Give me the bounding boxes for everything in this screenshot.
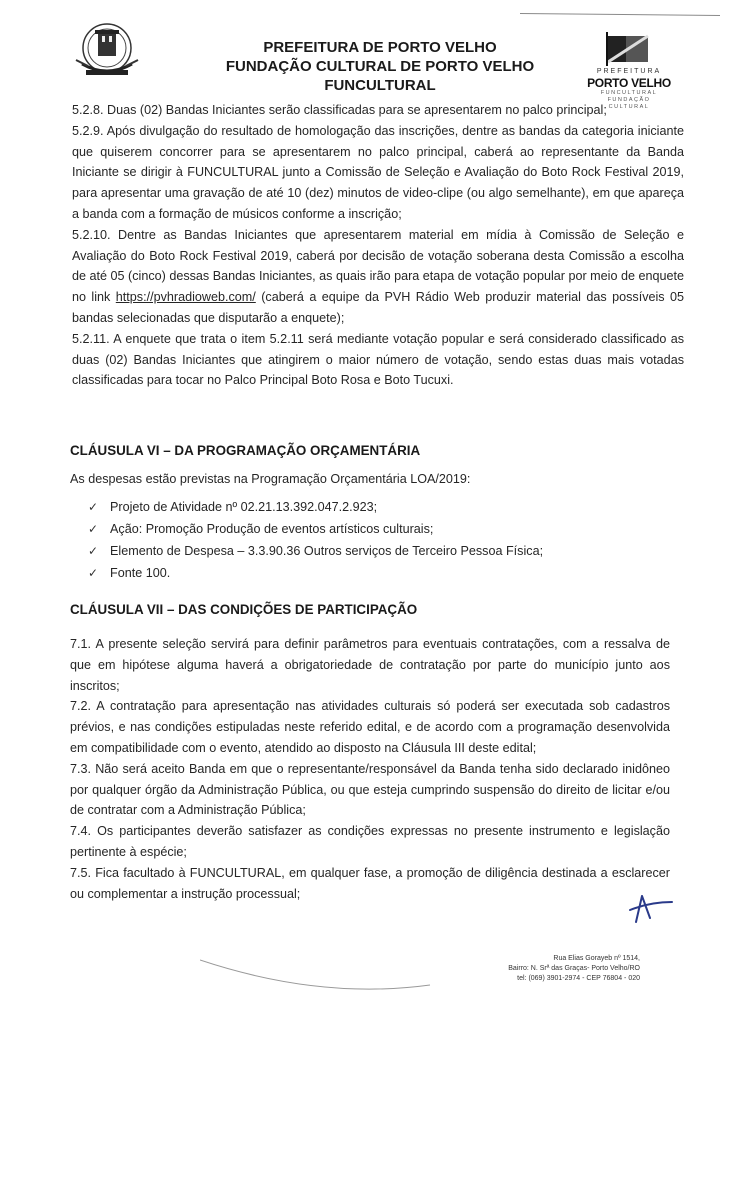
top-border-line xyxy=(520,13,720,16)
logo-fundacao-line: FUNDAÇÃO xyxy=(607,97,651,103)
pvh-radio-link[interactable]: https://pvhradioweb.com/ xyxy=(115,290,256,305)
paragraph-7-2: 7.2. A contratação para apresentação nas atividades culturais só poderá ser executada sob cadastros prévios, e nas condições estipuladas neste referido edital, e de acordo com a programação desenvolvida em compatibilidade com o evento, atendido ao disposto na Cláusula III deste edital; xyxy=(70,699,670,755)
document-header xyxy=(180,38,580,95)
budget-item-text: Elemento de Despesa – 3.3.90.36 Outros serviços de Terceiro Pessoa Física; xyxy=(110,544,544,558)
clause-7-heading: CLÁUSULA VII – DAS CONDIÇÕES DE PARTICIPAÇÃO xyxy=(70,602,418,617)
paragraph-5-2-10-continuation: (caberá a equipe da PVH Rádio Web produzir material das possíveis 05 bandas selecionadas que disputarão a enquete); xyxy=(72,290,685,325)
logo-prefeitura-text: PREFEITURA xyxy=(596,68,662,75)
prefeitura-porto-velho-logo xyxy=(586,30,672,110)
budget-item xyxy=(88,562,648,584)
footer-contact: tel: (069) 3901-2974 - CEP 76804 - 020 xyxy=(517,975,640,982)
checkmark-icon: ✓ xyxy=(88,500,99,514)
municipal-coat-of-arms-logo xyxy=(64,20,150,88)
flag-icon xyxy=(606,32,650,66)
logo-funcultural-line: FUNCULTURAL xyxy=(600,90,658,96)
paragraph-5-2-10-text: 5.2.10. Dentre as Bandas Iniciantes que apresentarem material em mídia à Comissão de Seleção e Avaliação do Boto Rock Festival 2019, caberá por decisão de votação soberana desta Comissão a escolha de até 05 (cinco) dessas Bandas Iniciantes, as quais irão para etapa de votação popular por meio de enquete no link xyxy=(72,227,684,305)
paragraph-5-2-11: 5.2.11. A enquete que trata o item 5.2.11 será mediante votação popular e será considerado classificado as duas (02) Bandas Iniciantes que atingirem o maior número de votação, sendo estas duas mais votadas classificadas para tocar no Palco Principal Boto Rosa e Boto Tucuxi. xyxy=(72,331,684,388)
footer-neighborhood: Bairro: N. Srª das Graças- Porto Velho/RO xyxy=(508,965,640,972)
checkmark-icon: ✓ xyxy=(88,544,99,558)
section-7-body xyxy=(70,634,670,904)
paragraph-7-1: 7.1. A presente seleção servirá para definir parâmetros para eventuais contratações, com a ressalva de que em hipótese alguma haverá a obrigatoriedade de contratação por parte do município junto aos inscritos; xyxy=(70,637,670,693)
budget-item xyxy=(88,540,648,562)
budget-item-text: Fonte 100. xyxy=(110,566,171,580)
clause-6-heading: CLÁUSULA VI – DA PROGRAMAÇÃO ORÇAMENTÁRIA xyxy=(70,443,421,458)
paragraph-7-4: 7.4. Os participantes deverão satisfazer as condições expressas no presente instrumento e legislação pertinente à espécie; xyxy=(70,824,670,859)
footer-street: Rua Elias Gorayeb nº 1514, xyxy=(553,955,640,962)
budget-items-list xyxy=(88,496,648,584)
header-prefeitura: PREFEITURA DE PORTO VELHO xyxy=(263,39,497,56)
checkmark-icon: ✓ xyxy=(88,566,99,580)
clause-6-intro: As despesas estão previstas na Programação Orçamentária LOA/2019: xyxy=(70,472,471,486)
footer-address xyxy=(440,954,640,984)
handwritten-rubric-signature xyxy=(620,888,680,928)
section-5-body xyxy=(72,100,684,391)
budget-item-text: Projeto de Atividade nº 02.21.13.392.047.2.923; xyxy=(110,500,378,514)
header-fundacao: FUNDAÇÃO CULTURAL DE PORTO VELHO xyxy=(225,58,535,75)
budget-item xyxy=(88,496,648,518)
paragraph-7-5: 7.5. Fica facultado à FUNCULTURAL, em qualquer fase, a promoção de diligência destinada a esclarecer ou complementar a instrução processual; xyxy=(70,865,670,901)
checkmark-icon: ✓ xyxy=(88,522,99,536)
paragraph-7-3: 7.3. Não será aceito Banda em que o representante/responsável da Banda tenha sido declarado inidôneo por qualquer órgão da Administração Pública, ou que esteja cumprindo suspensão do direito de licitar e/ou de contratar com a Administração Pública; xyxy=(70,761,670,818)
paragraph-5-2-9: 5.2.9. Após divulgação do resultado de homologação das inscrições, dentre as bandas da categoria iniciante que quiserem concorrer para se apresentarem no palco principal, caberá ao representante da Banda Iniciante se dirigir à FUNCULTURAL junto a Comissão de Seleção e Avaliação do Boto Rock Festival 2019, para apresentar uma gravação de até 10 (dez) minutos de video-clipe (ou algo semelhante), em que apareça a banda com a formação de músicos conforme a inscrição; xyxy=(72,123,684,221)
budget-item-text: Ação: Promoção Produção de eventos artísticos culturais; xyxy=(110,522,434,536)
logo-cultural-line: CULTURAL xyxy=(608,104,650,110)
logo-city-text: PORTO VELHO xyxy=(587,76,671,90)
paragraph-5-2-8: 5.2.8. Duas (02) Bandas Iniciantes serão classificadas para se apresentarem no palco principal; xyxy=(72,103,607,117)
paragraph-5-2-10 xyxy=(72,225,684,329)
budget-item xyxy=(88,518,648,540)
header-funcultural: FUNCULTURAL xyxy=(324,77,436,94)
